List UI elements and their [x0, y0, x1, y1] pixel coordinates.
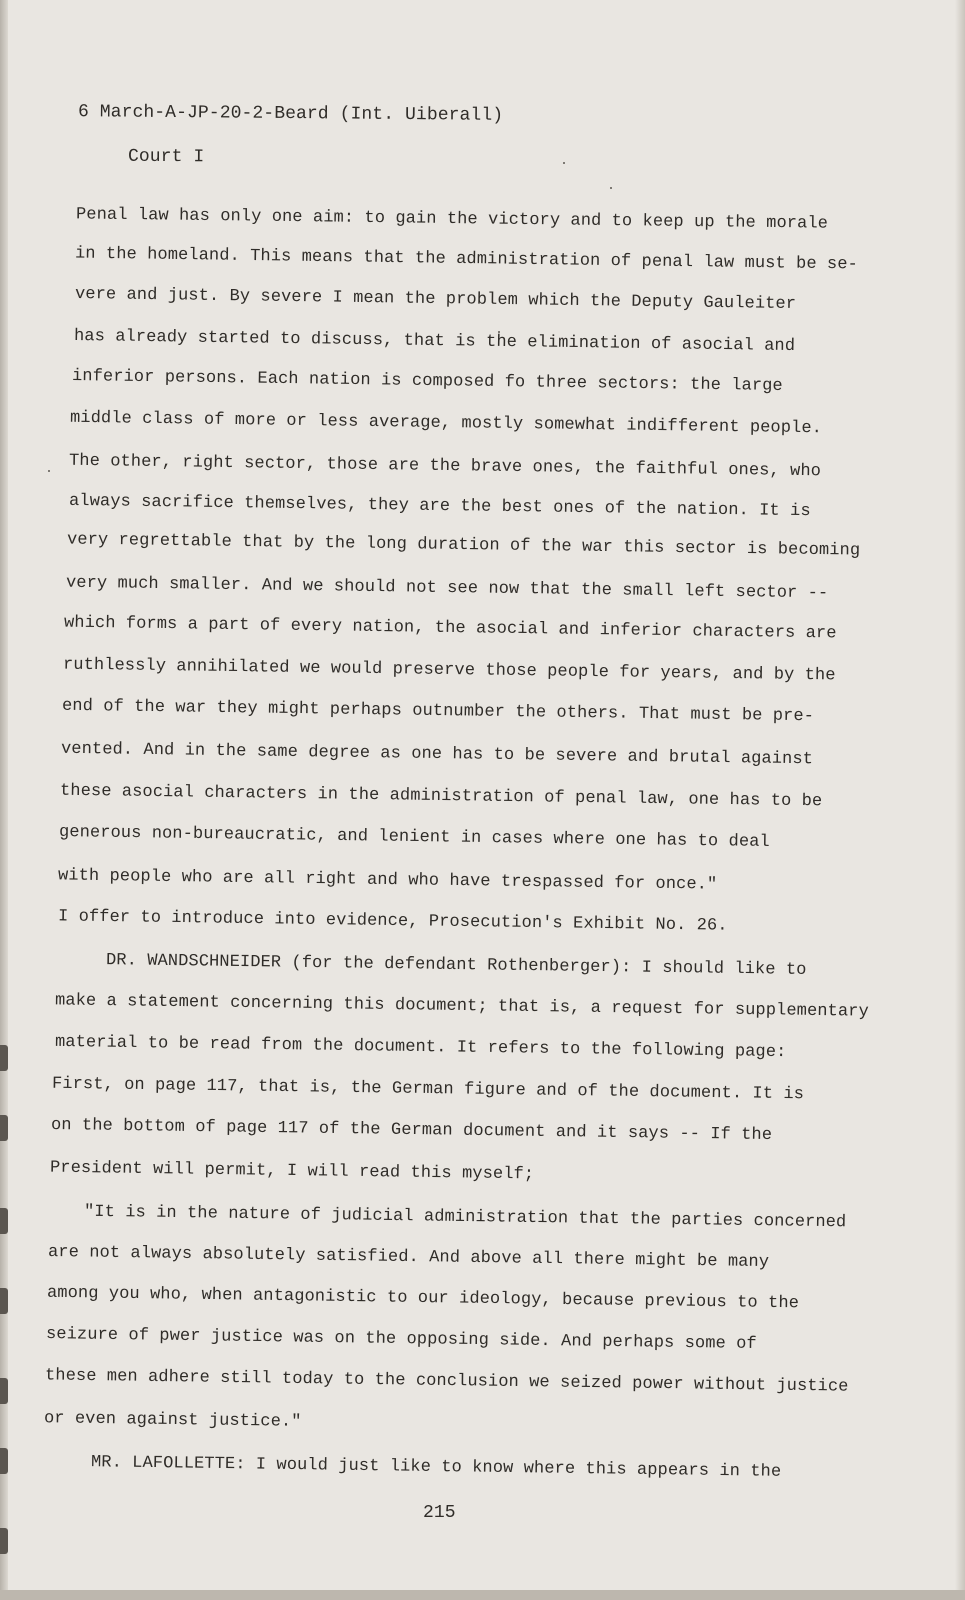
body-line: generous non-bureaucratic, and lenient in cases where one has to deal: [58, 823, 770, 852]
body-line: on the bottom of page 117 of the German document and it says -- If the: [50, 1115, 773, 1146]
body-line: with people who are all right and who have trespassed for once.": [57, 866, 718, 895]
body-line: vented. And in the same degree as one has to be severe and brutal against: [60, 739, 814, 770]
quoted-line: seizure of pwer justice was on the opposing side. And perhaps some of: [45, 1325, 757, 1354]
body-line: which forms a part of every nation, the asocial and inferior characters are: [63, 613, 837, 644]
body-line: inferior persons. Each nation is composed fo three sectors: the large: [71, 367, 783, 396]
court-label: Court I: [127, 146, 205, 168]
body-line: very much smaller. And we should not see now that the small left sector --: [65, 573, 829, 604]
body-line: Penal law has only one aim: to gain the victory and to keep up the morale: [75, 205, 829, 234]
body-line: I offer to introduce into evidence, Prosecution's Exhibit No. 26.: [57, 907, 728, 936]
body-line: always sacrifice themselves, they are the best ones of the nation. It is: [68, 491, 811, 522]
speaker-line: MR. LAFOLLETTE: I would just like to know where this appears in the: [90, 1453, 782, 1482]
body-line: material to be read from the document. It refers to the following page:: [54, 1032, 787, 1063]
body-line: middle class of more or less average, mostly somewhat indifferent people.: [69, 408, 823, 439]
quoted-line: among you who, when antagonistic to our ideology, because previous to the: [46, 1283, 800, 1314]
body-line: in the homeland. This means that the administration of penal law must be se-: [74, 244, 859, 275]
speaker-line: DR. WANDSCHNEIDER (for the defendant Rothenberger): I should like to: [105, 951, 807, 980]
body-line: First, on page 117, that is, the German figure and of the document. It is: [51, 1074, 805, 1105]
body-line: President will permit, I will read this myself;: [49, 1158, 535, 1185]
body-line: make a statement concerning this document; that is, a request for supplementary: [54, 991, 869, 1022]
body-line: end of the war they might perhaps outnumber the others. That must be pre-: [61, 696, 815, 727]
quoted-line: are not always absolutely satisfied. And above all there might be many: [47, 1242, 770, 1273]
body-line: very regrettable that by the long duration of the war this sector is becoming: [66, 530, 861, 561]
quoted-line: these men adhere still today to the conclusion we seized power without justice: [44, 1366, 849, 1397]
body-line: these asocial characters in the administration of penal law, one has to be: [59, 781, 823, 812]
body-line: ruthlessly annihilated we would preserve those people for years, and by the: [62, 655, 836, 686]
body-line: has already started to discuss, that is the elimination of asocial and: [73, 326, 796, 357]
quoted-line: or even against justice.": [43, 1409, 302, 1432]
quoted-line: "It is in the nature of judicial administration that the parties concerned: [83, 1202, 847, 1233]
page-number: 215: [423, 1503, 456, 1523]
document-header: 6 March-A-JP-20-2-Beard (Int. Uiberall): [77, 102, 504, 126]
body-line: The other, right sector, those are the brave ones, the faithful ones, who: [68, 451, 822, 482]
body-line: vere and just. By severe I mean the problem which the Deputy Gauleiter: [74, 284, 797, 315]
